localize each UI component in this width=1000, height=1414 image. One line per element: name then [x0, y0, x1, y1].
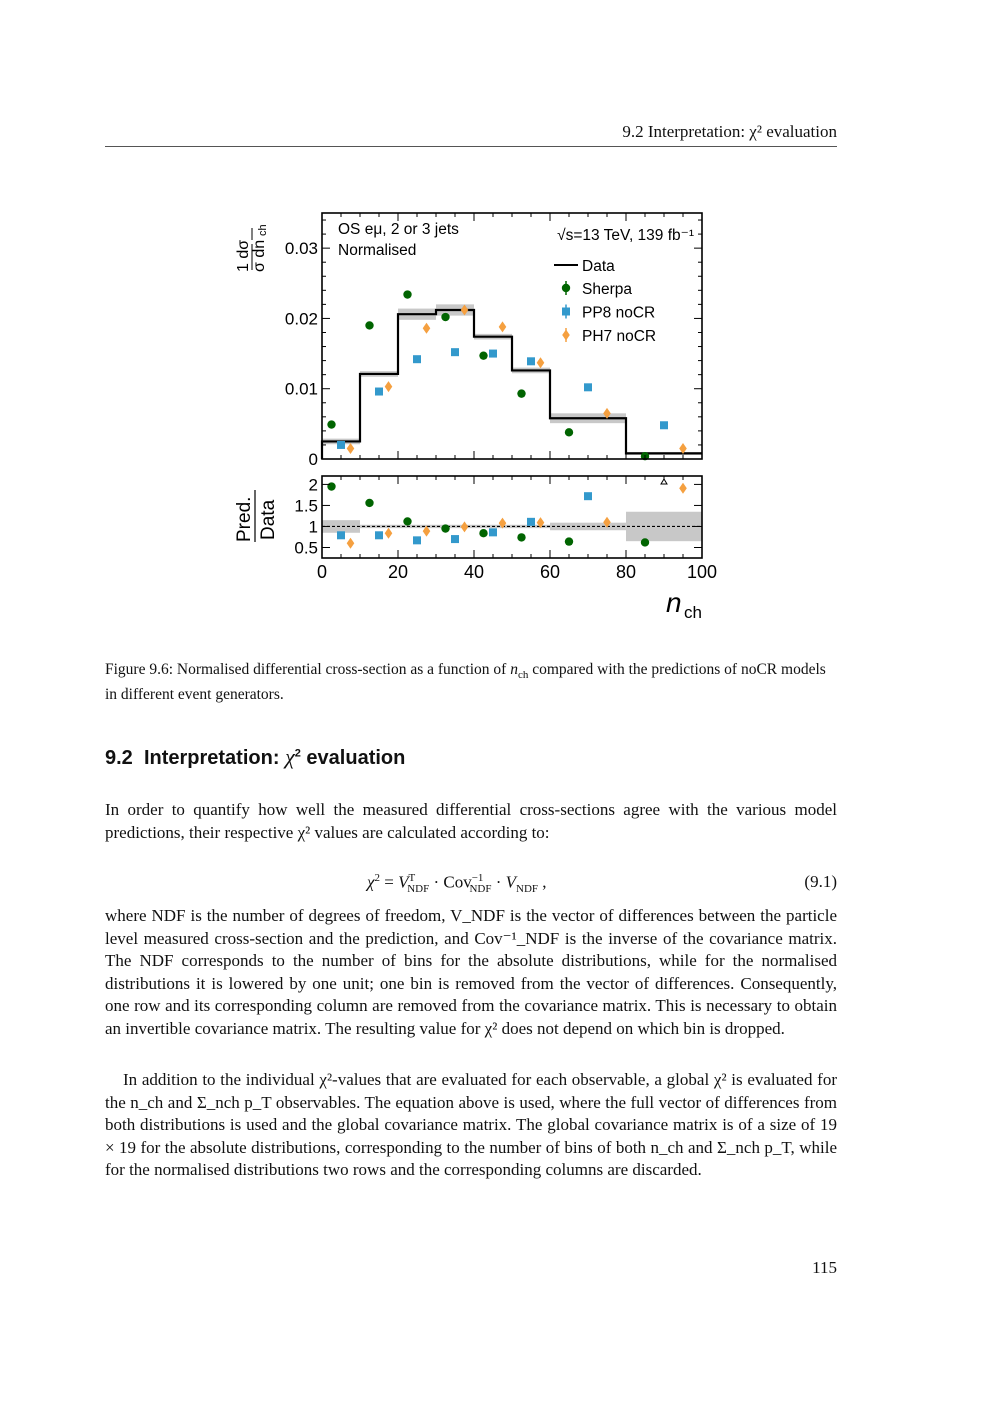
y-tick-label: 0: [308, 450, 318, 469]
x-axis-label: n: [666, 587, 682, 618]
caption-var: n: [510, 661, 518, 678]
legend-label: Data: [582, 258, 615, 275]
caption-text-2: compared with the predictions of noCR models in different event generators.: [105, 661, 826, 704]
x-tick-label: 100: [686, 562, 718, 582]
data-point: [337, 441, 345, 449]
ratio-point: [489, 528, 497, 536]
x-tick-label: 0: [316, 562, 328, 582]
data-point: [499, 321, 507, 332]
y-axis-label-sub: ch: [257, 224, 269, 236]
ratio-point: [403, 517, 411, 525]
section-number: 9.2: [105, 747, 133, 769]
y-tick-label: 0.01: [284, 379, 318, 399]
section-title-2: evaluation: [300, 747, 406, 769]
data-point: [385, 381, 393, 392]
ratio-axis-label-num: Pred.: [234, 496, 255, 542]
ratio-point: [347, 538, 355, 549]
header-rule: [105, 146, 837, 147]
data-point: [327, 420, 335, 428]
ratio-point: [517, 533, 525, 541]
ratio-point: [679, 483, 687, 494]
ratio-point: [479, 529, 487, 537]
ratio-y-tick-label: 1.5: [294, 496, 318, 516]
data-point: [479, 351, 487, 359]
paragraph-2: where NDF is the number of degrees of freedom, V_NDF is the vector of differences between the particle level measured cross-section and the prediction, and Cov⁻¹_NDF is the inverse of the covariance matrix. The NDF corresponds to the number of bins for the absolute distributions, while for the normalised distributions it is lowered by one unit; one bin is removed from the vector of differences. Consequently, one row and its corresponding column are removed from the covariance matrix. This is necessary to obtain an invertible covariance matrix. The resulting value for χ² does not depend on which bin is dropped.: [105, 906, 837, 1038]
nch-chart: [220, 200, 740, 630]
data-point: [347, 443, 355, 454]
ratio-point: [461, 521, 469, 532]
data-point: [413, 355, 421, 363]
legend-label: PH7 noCR: [582, 328, 657, 345]
ratio-y-tick-label: 2: [308, 475, 318, 495]
annotation-selection: OS eμ, 2 or 3 jets: [338, 221, 459, 238]
ratio-point: [584, 492, 592, 500]
data-point: [584, 383, 592, 391]
ratio-point: [565, 537, 573, 545]
data-point: [565, 428, 573, 436]
figure-caption: [105, 660, 837, 705]
data-point: [660, 421, 668, 429]
x-tick-label: 40: [463, 562, 485, 582]
ratio-point: [385, 528, 393, 539]
ratio-point: [641, 538, 649, 546]
page-number: 115: [812, 1258, 837, 1277]
data-point: [375, 388, 383, 396]
section-title: Interpretation:: [143, 747, 286, 769]
x-tick-label: 60: [539, 562, 561, 582]
chi-symbol: χ: [285, 744, 295, 769]
ratio-point: [413, 536, 421, 544]
ratio-point: [375, 531, 383, 539]
annotation-energy: √s=13 TeV, 139 fb⁻¹: [557, 227, 694, 244]
ratio-point: [441, 524, 449, 532]
caption-var-sub: ch: [517, 669, 529, 682]
ratio-y-tick-label: 1: [308, 517, 318, 537]
equation-body: $\chi^2 = V^T_{NDF} \cdot Cov^{-1}_{NDF} \cdot V_{NDF}$ ,: [367, 872, 547, 896]
equation-number: (9.1): [804, 872, 837, 891]
data-point: [537, 357, 545, 368]
x-axis-label-sub: ch: [684, 603, 702, 622]
y-tick-label: 0.03: [284, 239, 318, 259]
chi-sup: 2: [294, 747, 301, 760]
ratio-axis-label-den: Data: [258, 499, 279, 540]
x-tick-label: 80: [615, 562, 637, 582]
ratio-y-tick-label: 0.5: [294, 538, 318, 558]
legend-label: PP8 noCR: [582, 304, 656, 322]
annotation-normalised: Normalised: [338, 242, 417, 259]
data-point: [365, 321, 373, 329]
ratio-point: [327, 482, 335, 490]
section-heading: [105, 744, 405, 770]
data-point: [517, 389, 525, 397]
data-point: [489, 350, 497, 358]
y-axis-label: 1 dσ: [235, 239, 252, 272]
caption-text: Figure 9.6: Normalised differential cross-section as a function of: [105, 661, 511, 678]
x-tick-label: 20: [387, 562, 409, 582]
data-point: [441, 313, 449, 321]
legend-label: Sherpa: [582, 281, 632, 298]
ratio-point: [451, 535, 459, 543]
data-point: [451, 348, 459, 356]
ratio-point: [365, 499, 373, 507]
running-header: 9.2 Interpretation: χ² evaluation: [622, 122, 837, 141]
ratio-point: [527, 518, 535, 526]
data-point: [423, 323, 431, 334]
data-point: [527, 357, 535, 365]
y-axis-label-den: σ dn: [251, 239, 268, 272]
ratio-point: [337, 531, 345, 539]
paragraph-1: In order to quantify how well the measured differential cross-sections agree with the various model predictions, their respective χ² values are calculated according to:: [105, 800, 837, 842]
paragraph-3: In addition to the individual χ²-values that are evaluated for each observable, a global χ² is evaluated for the n_ch and Σ_nch p_T observables. The equation above is used, where the full vector of differences from both distributions is used and the global covariance matrix. The global covariance matrix is of a size of 19 × 19 for the absolute distributions, corresponding to the number of bins of both n_ch and Σ_nch p_T, while for the normalised distributions two rows and the corresponding columns are discarded.: [105, 1070, 837, 1180]
y-tick-label: 0.02: [284, 309, 318, 329]
data-point: [403, 290, 411, 298]
